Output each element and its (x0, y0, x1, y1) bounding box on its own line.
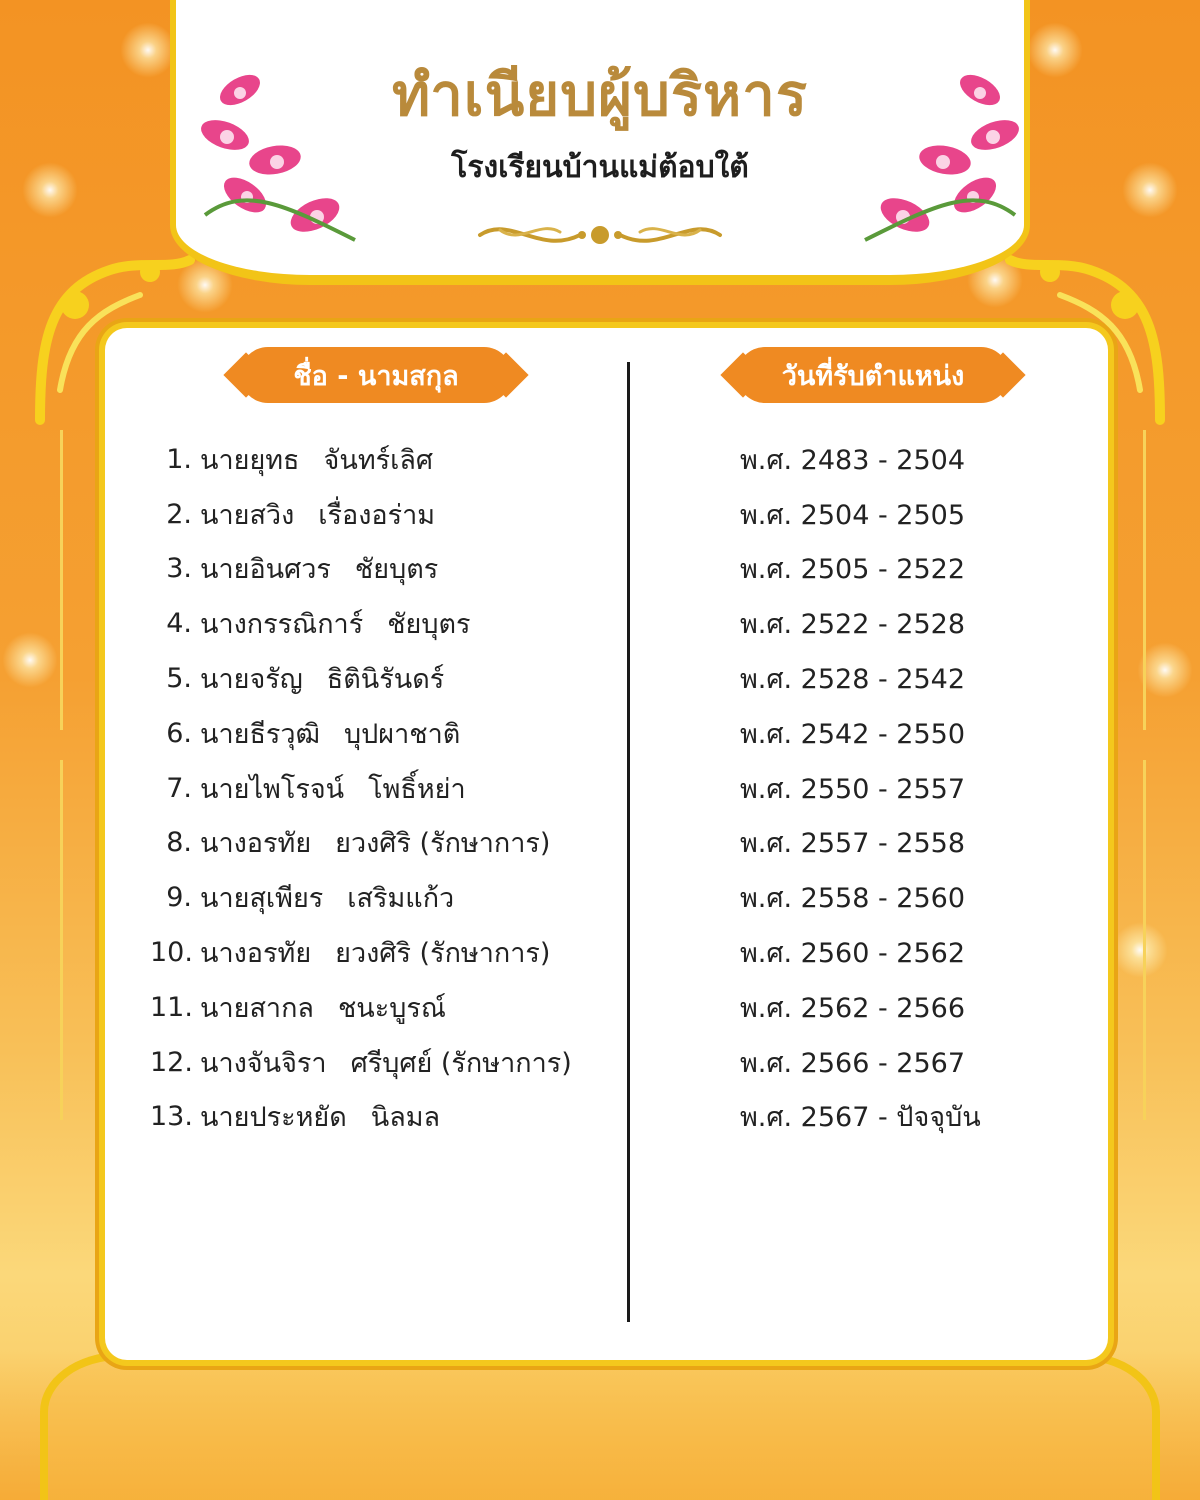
item-number: 11. (150, 991, 193, 1023)
list-item (150, 1090, 572, 1145)
term-date: พ.ศ. 2505 - 2522 (740, 554, 966, 586)
list-item (150, 761, 572, 816)
last-name: ศรีบุศย์ (รักษาการ) (350, 1047, 572, 1079)
list-item (150, 706, 572, 761)
sparkle-icon (1110, 920, 1170, 980)
bottom-gold-frame (40, 1352, 1160, 1500)
first-name: นางจันจิรา (200, 1047, 327, 1079)
first-name: นายสุเพียร (200, 883, 324, 915)
name-column-header (240, 347, 512, 403)
first-name: นางอรทัย (200, 828, 312, 860)
term-date: พ.ศ. 2504 - 2505 (740, 499, 966, 531)
term-date: พ.ศ. 2542 - 2550 (740, 718, 966, 750)
item-number: 3. (166, 553, 192, 585)
last-name: ธิตินิรันดร์ (326, 664, 445, 696)
administrator-name-list (150, 432, 572, 1144)
list-item (150, 980, 572, 1035)
last-name: เรื่องอร่าม (318, 499, 436, 531)
item-number: 6. (166, 717, 192, 749)
sparkle-icon (0, 630, 60, 690)
term-date: พ.ศ. 2560 - 2562 (740, 938, 966, 970)
list-item (150, 542, 572, 597)
last-name: นิลมล (370, 1102, 441, 1134)
term-date: พ.ศ. 2550 - 2557 (740, 773, 966, 805)
date-column-header (737, 347, 1009, 403)
school-name: โรงเรียนบ้านแม่ต้อบใต้ (451, 150, 749, 185)
term-date: พ.ศ. 2522 - 2528 (740, 609, 966, 641)
last-name: ชัยบุตร (387, 609, 471, 641)
last-name: ยวงศิริ (รักษาการ) (335, 938, 551, 970)
last-name: ยวงศิริ (รักษาการ) (335, 828, 551, 860)
first-name: นายธีรวุฒิ (200, 718, 320, 750)
last-name: เสริมแก้ว (347, 883, 455, 915)
gold-scroll-ornament-icon (470, 210, 730, 260)
list-item (150, 432, 572, 487)
list-item (150, 816, 572, 871)
term-date: พ.ศ. 2566 - 2567 (740, 1047, 966, 1079)
first-name: นางอรทัย (200, 938, 312, 970)
first-name: นายยุทธ (200, 444, 300, 476)
term-date: พ.ศ. 2558 - 2560 (740, 883, 966, 915)
term-date-list (740, 432, 981, 1144)
first-name: นายจรัญ (200, 664, 303, 696)
first-name: นายไพโรจน์ (200, 773, 345, 805)
item-number: 8. (166, 827, 192, 859)
list-item (150, 870, 572, 925)
list-item (150, 925, 572, 980)
name-column-header-label: ชื่อ - นามสกุล (293, 360, 459, 392)
item-number: 9. (166, 882, 192, 914)
item-number: 13. (150, 1101, 193, 1133)
item-number: 10. (150, 937, 193, 969)
last-name: ชนะบูรณ์ (337, 992, 446, 1024)
orchid-flower-icon (845, 65, 1035, 255)
decorative-string (1143, 760, 1146, 1120)
page-title: ทำเนียบผู้บริหาร (392, 61, 808, 129)
item-number: 1. (166, 443, 192, 475)
first-name: นายสากล (200, 992, 314, 1024)
decorative-string (1143, 430, 1146, 730)
decorative-string (60, 430, 63, 730)
item-number: 7. (166, 772, 192, 804)
list-item (150, 651, 572, 706)
column-divider (627, 362, 630, 1322)
term-date: พ.ศ. 2483 - 2504 (740, 444, 966, 476)
term-date: พ.ศ. 2557 - 2558 (740, 828, 966, 860)
term-date: พ.ศ. 2567 - ปัจจุบัน (740, 1102, 981, 1134)
decorative-string (60, 760, 63, 1120)
date-column-header-label: วันที่รับตำแหน่ง (781, 360, 965, 392)
orchid-flower-icon (185, 65, 375, 255)
last-name: โพธิ์หย่า (368, 773, 466, 805)
first-name: นางกรรณิการ์ (200, 609, 364, 641)
last-name: ชัยบุตร (354, 554, 439, 586)
item-number: 2. (166, 498, 192, 530)
list-item (150, 1035, 572, 1090)
item-number: 4. (166, 608, 192, 640)
first-name: นายประหยัด (200, 1102, 347, 1134)
list-item (150, 487, 572, 542)
item-number: 5. (166, 663, 192, 695)
item-number: 12. (150, 1046, 193, 1078)
last-name: บุปผาชาติ (343, 718, 461, 750)
list-item (150, 596, 572, 651)
term-date: พ.ศ. 2528 - 2542 (740, 664, 966, 696)
term-date: พ.ศ. 2562 - 2566 (740, 992, 966, 1024)
last-name: จันทร์เลิศ (323, 444, 434, 476)
first-name: นายสวิง (200, 499, 295, 531)
first-name: นายอินศวร (200, 554, 331, 586)
